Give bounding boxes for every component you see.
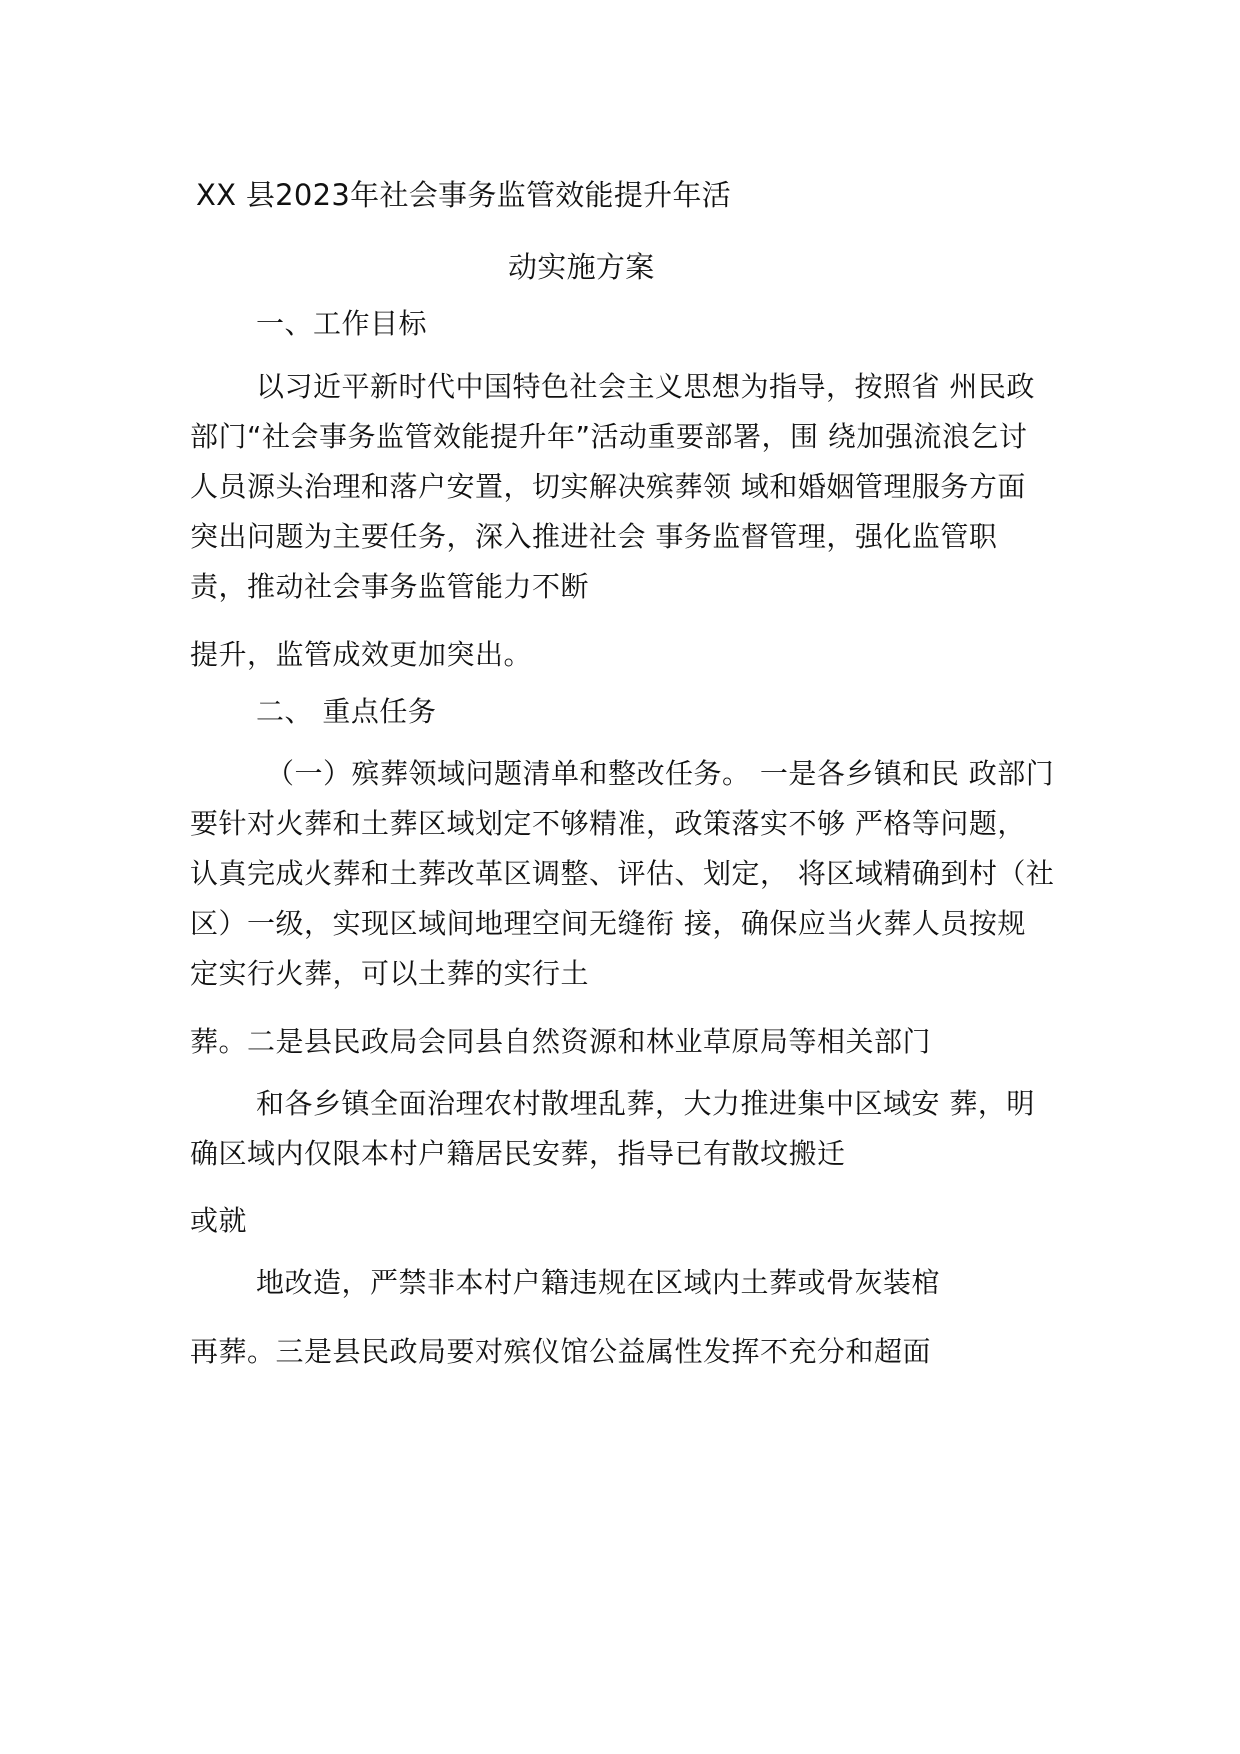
body-line: 部门“社会事务监管效能提升年”活动重要部署，围 绕加强流浪乞讨 [190, 420, 1028, 453]
section-2-heading: 二、 重点任务 [256, 695, 437, 728]
body-line: 认真完成火葬和土葬改革区调整、评估、划定， 将区域精确到村（社 [190, 857, 1055, 890]
body-line: 人员源头治理和落户安置，切实解决殡葬领 域和婚姻管理服务方面 [190, 470, 1026, 503]
body-line: 确区域内仅限本村户籍居民安葬，指导已有散坟搬迁 [190, 1137, 846, 1170]
body-line: 以习近平新时代中国特色社会主义思想为指导，按照省 州民政 [256, 370, 1035, 403]
document-title-line-2: 动实施方案 [508, 250, 655, 284]
body-line: 要针对火葬和土葬区域划定不够精准，政策落实不够 严格等问题， [190, 807, 1026, 840]
body-line: 突出问题为主要任务，深入推进社会 事务监督管理，强化监管职 [190, 520, 998, 553]
body-line: 和各乡镇全面治理农村散埋乱葬，大力推进集中区域安 葬，明 [256, 1087, 1035, 1120]
section-1-heading: 一、工作目标 [256, 307, 428, 340]
body-line: 地改造，严禁非本村户籍违规在区域内土葬或骨灰装棺 [256, 1266, 941, 1299]
body-line: 葬。二是县民政局会同县自然资源和林业草原局等相关部门 [190, 1025, 932, 1058]
body-line: 定实行火葬，可以土葬的实行土 [190, 957, 590, 990]
body-line: 提升，监管成效更加突出。 [190, 638, 533, 671]
body-line: （一）殡葬领域问题清单和整改任务。 一是各乡镇和民 政部门 [266, 757, 1055, 790]
body-line: 区）一级，实现区域间地理空间无缝衔 接，确保应当火葬人员按规 [190, 907, 1026, 940]
body-line: 或就 [190, 1204, 248, 1237]
body-line: 再葬。三是县民政局要对殡仪馆公益属性发挥不充分和超面 [190, 1335, 932, 1368]
body-line: 责，推动社会事务监管能力不断 [190, 570, 590, 603]
document-title-line-1: XX 县2023年社会事务监管效能提升年活 [196, 178, 732, 212]
